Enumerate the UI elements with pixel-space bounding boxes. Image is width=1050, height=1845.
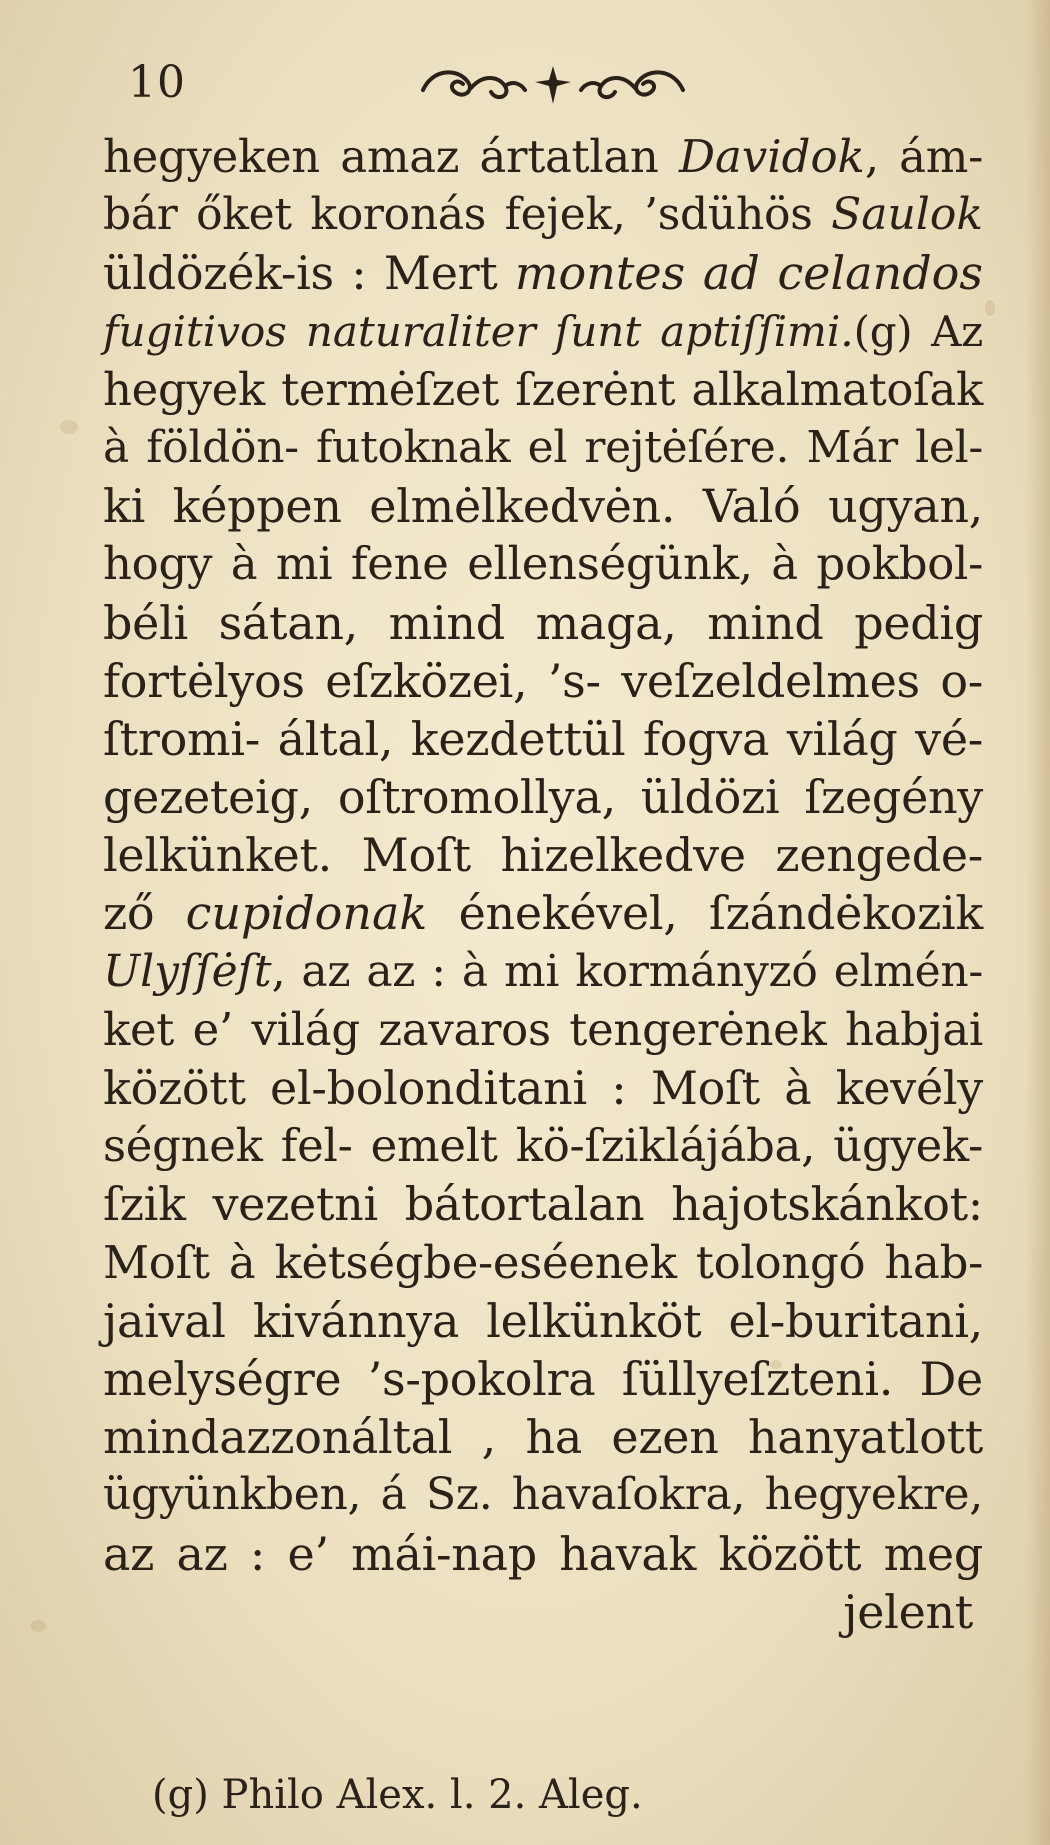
ornament-icon: [413, 60, 693, 110]
text-line: mindazzonáltal , ha ezen hanyatlott: [103, 1410, 983, 1465]
page-edge: [1026, 0, 1050, 1845]
text-line: között el-bolonditani : Moſt à kevély: [103, 1061, 983, 1115]
paper-stain: [985, 300, 995, 316]
text-line: béli sátan, mind maga, mind pedig: [103, 595, 983, 650]
text-line: ſzik vezetni bátortalan hajotskánkot:: [103, 1177, 983, 1232]
paper-stain: [30, 1620, 46, 1632]
page-number: 10: [128, 57, 186, 108]
body-text: [103, 128, 983, 1641]
text-line: hogy à mi fene ellenségünk, à pokbol-: [103, 537, 983, 591]
text-line: ſtromi- által, kezdettül fogva világ vé-: [103, 711, 983, 766]
text-line: gezeteig, oſtromollya, üldözi ſzegény: [103, 770, 983, 825]
text-line: Ulyſſėſt, az az : à mi kormányzó elmén-: [103, 945, 983, 997]
catchword: jelent: [843, 1584, 973, 1639]
text-line: lelkünket. Moſt hizelkedve zengede-: [103, 828, 983, 883]
page-header: [128, 52, 728, 122]
text-line: ki képpen elmėlkedvėn. Való ugyan,: [103, 479, 983, 534]
text-line: az az : e’ mái-nap havak között meg: [103, 1526, 983, 1581]
text-line: ző cupidonak énekével, ſzándėkozik: [103, 886, 983, 941]
text-line: fugitivos naturaliter ſunt aptiſſimi.(g) Az: [103, 306, 984, 356]
text-line: ügyünkben, á Sz. havaſokra, hegyekre,: [103, 1469, 983, 1521]
text-line: hegyek termėſzet ſzerėnt alkalmatoſak: [103, 362, 983, 416]
text-line: bár őket koronás fejek, ’sdühös Saulok: [103, 189, 983, 241]
text-line: üldözék-is : Mert montes ad celandos: [103, 246, 983, 301]
text-line: à földön- futoknak el rejtėſére. Már lel-: [103, 421, 983, 473]
paper-stain: [60, 420, 78, 434]
text-line: jaival kivánnya lelkünköt el-buritani,: [103, 1293, 983, 1348]
footnote: (g) Philo Alex. l. 2. Aleg.: [152, 1772, 643, 1818]
text-line: ket e’ világ zavaros tengerėnek habjai: [103, 1002, 983, 1056]
text-line: melységre ’s-pokolra ſüllyeſzteni. De: [103, 1351, 983, 1406]
text-line: Moſt à kėtségbe-eséenek tolongó hab-: [103, 1235, 983, 1289]
text-line: hegyeken amaz ártatlan Davidok, ám-: [103, 130, 983, 183]
text-line: fortėlyos eſzközei, ’s- veſzeldelmes o-: [103, 653, 983, 708]
text-line: ségnek fel- emelt kö-ſziklájába, ügyek-: [103, 1119, 983, 1173]
